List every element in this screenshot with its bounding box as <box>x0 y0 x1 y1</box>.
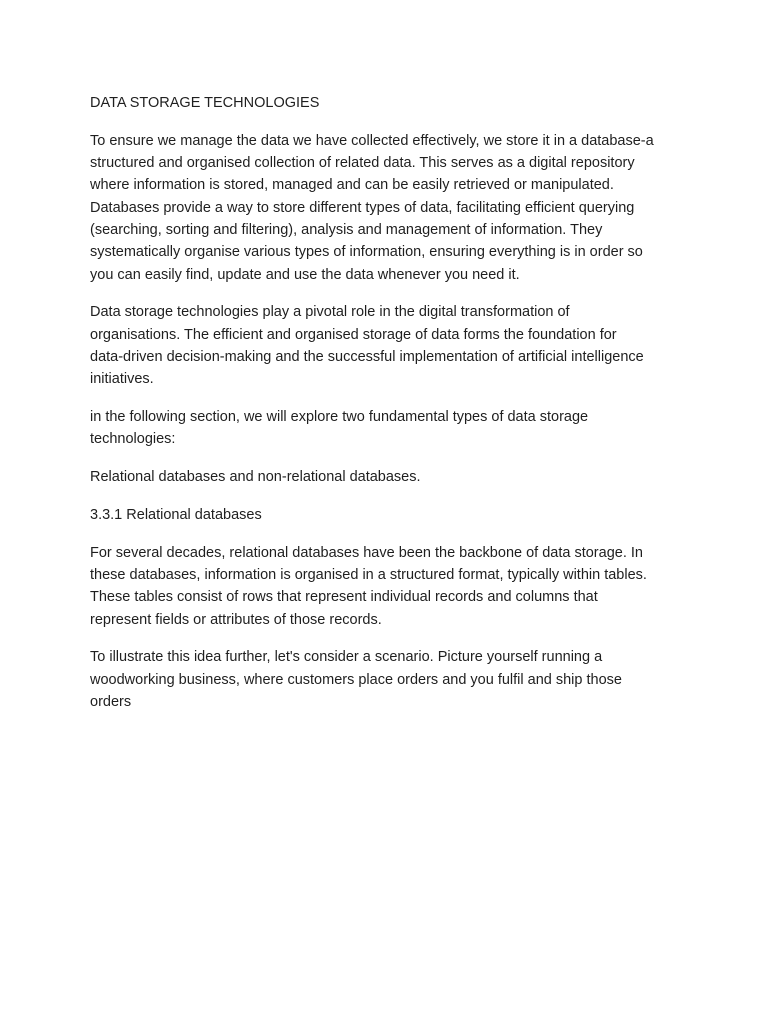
paragraph-line: orders <box>90 694 132 711</box>
paragraph-line: structured and organised collection of related data. This serves as a digital repository <box>90 155 635 172</box>
paragraph-line: data-driven decision-making and the successful implementation of artificial intelligence <box>90 348 644 365</box>
paragraph-relational <box>90 542 690 631</box>
paragraph-line: these databases, information is organised in a structured format, typically within tables. <box>90 567 647 584</box>
paragraph-intro <box>90 130 690 286</box>
paragraph-line: systematically organise various types of information, ensuring everything is in order so <box>90 244 643 261</box>
paragraph-line: initiatives. <box>90 371 154 388</box>
paragraph-line: technologies: <box>90 431 176 448</box>
document-title: DATA STORAGE TECHNOLOGIES <box>90 95 320 111</box>
paragraph-line: These tables consist of rows that represent individual records and columns that <box>90 589 598 606</box>
paragraph-scenario <box>90 646 690 713</box>
paragraph-line: organisations. The efficient and organised storage of data forms the foundation for <box>90 326 617 343</box>
paragraph-types <box>90 466 690 488</box>
paragraph-line: represent fields or attributes of those records. <box>90 611 382 628</box>
paragraph-line: To ensure we manage the data we have collected effectively, we store it in a database-a <box>90 132 654 149</box>
paragraph-line: Data storage technologies play a pivotal role in the digital transformation of <box>90 304 570 321</box>
paragraph-line: where information is stored, managed and can be easily retrieved or manipulated. <box>90 177 614 194</box>
paragraph-line: in the following section, we will explore two fundamental types of data storage <box>90 409 589 426</box>
section-heading: 3.3.1 Relational databases <box>90 506 262 523</box>
paragraph-line: woodworking business, where customers place orders and you fulfil and ship those <box>90 671 622 688</box>
paragraph-line: Relational databases and non-relational databases. <box>90 469 421 486</box>
paragraph-line: Databases provide a way to store different types of data, facilitating efficient querying <box>90 199 635 216</box>
paragraph-line: To illustrate this idea further, let's consider a scenario. Picture yourself running a <box>90 649 603 666</box>
document-page <box>90 92 690 729</box>
paragraph-following-section <box>90 406 690 451</box>
paragraph-role <box>90 301 690 390</box>
paragraph-line: (searching, sorting and filtering), analysis and management of information. They <box>90 221 603 238</box>
paragraph-line: For several decades, relational databases have been the backbone of data storage. In <box>90 544 643 561</box>
paragraph-line: you can easily find, update and use the data whenever you need it. <box>90 266 520 283</box>
